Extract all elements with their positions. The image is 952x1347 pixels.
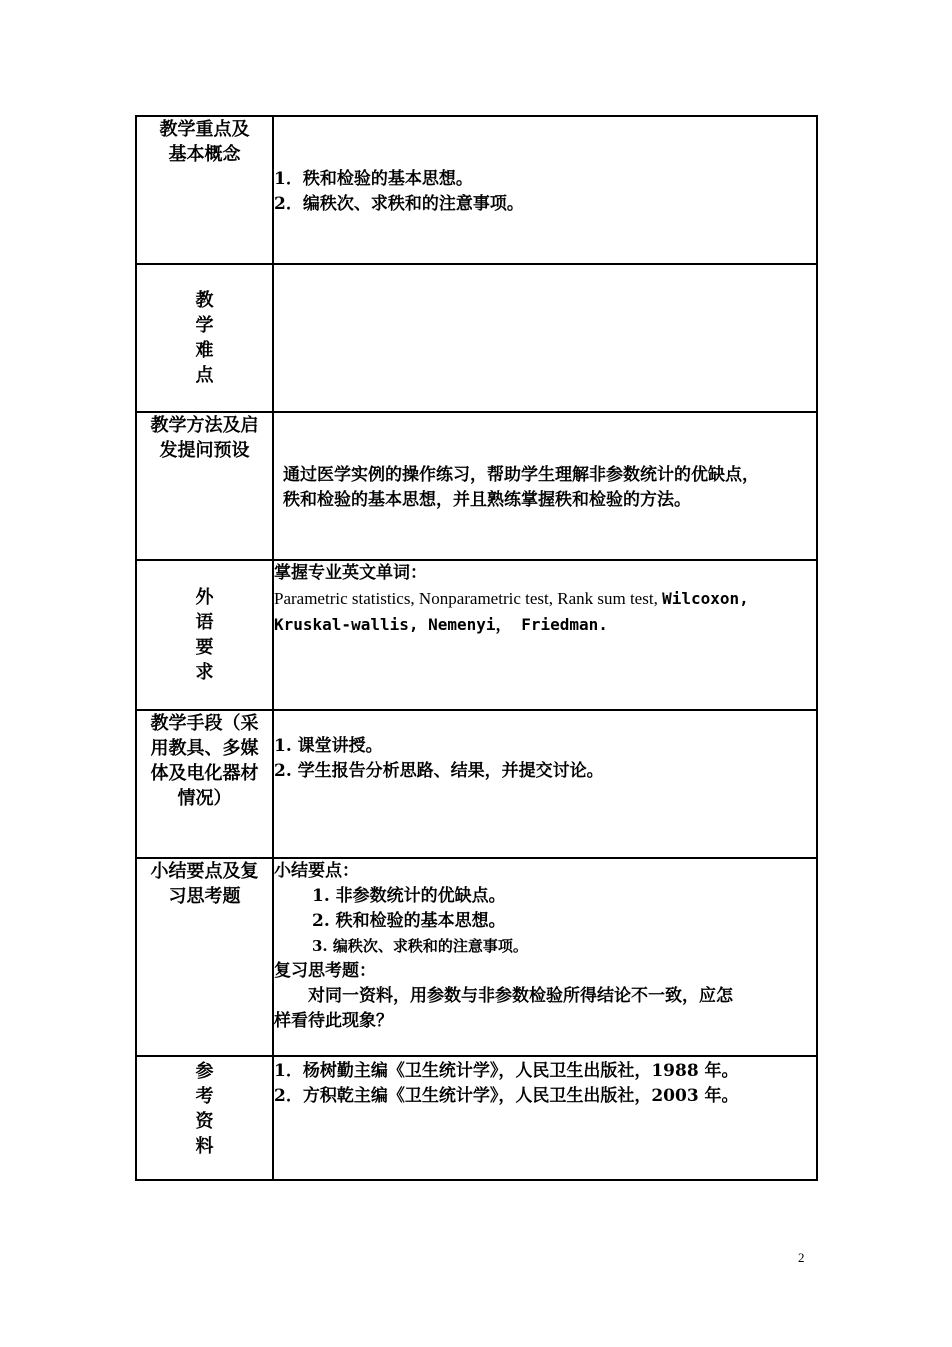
summary-item-1: 1. 非参数统计的优缺点。 — [312, 886, 506, 906]
language-terms-line-1 — [274, 586, 812, 612]
review-question-line-2: 样看待此现象？ — [274, 1011, 393, 1031]
reference-1: 1．杨树勤主编《卫生统计学》，人民卫生出版社，1988 年。 — [274, 1061, 739, 1081]
methods-line-1: 通过医学实例的操作练习，帮助学生理解非参数统计的优缺点， — [283, 465, 759, 485]
content-methods — [273, 412, 817, 560]
label-methods: 教学方法及启 发提问预设 — [136, 412, 273, 560]
content-references — [273, 1056, 817, 1180]
row-language — [136, 560, 817, 710]
means-item-2: 2. 学生报告分析思路、结果，并提交讨论。 — [274, 761, 604, 781]
terms-mono-1: Wilcoxon, — [662, 589, 749, 608]
row-references — [136, 1056, 817, 1180]
key-point-1: 1．秩和检验的基本思想。 — [274, 169, 473, 189]
language-heading: 掌握专业英文单词： — [274, 563, 427, 583]
label-means: 教学手段（采 用教具、多媒 体及电化器材 情况） — [136, 710, 273, 858]
label-key-points: 教学重点及 基本概念 — [136, 116, 273, 264]
content-means — [273, 710, 817, 858]
teaching-plan-table — [135, 115, 818, 1181]
review-question-line-1: 对同一资料，用参数与非参数检验所得结论不一致，应怎 — [308, 986, 733, 1006]
label-language: 外 语 要 求 — [136, 560, 273, 710]
summary-item-2: 2. 秩和检验的基本思想。 — [312, 911, 506, 931]
content-summary — [273, 858, 817, 1056]
key-point-2: 2．编秩次、求秩和的注意事项。 — [274, 194, 524, 214]
content-key-points — [273, 116, 817, 264]
summary-item-3: 3. 编秩次、求秩和的注意事项。 — [312, 937, 528, 955]
content-language — [273, 560, 817, 710]
label-difficulties: 教 学 难 点 — [136, 264, 273, 412]
summary-heading: 小结要点： — [274, 861, 359, 881]
means-item-1: 1. 课堂讲授。 — [274, 736, 383, 756]
row-key-points — [136, 116, 817, 264]
row-summary — [136, 858, 817, 1056]
methods-line-2: 秩和检验的基本思想，并且熟练掌握秩和检验的方法。 — [283, 490, 691, 510]
row-difficulties — [136, 264, 817, 412]
language-terms-line-2: Kruskal-wallis, Nemenyi， Friedman. — [274, 615, 608, 634]
content-difficulties — [273, 264, 817, 412]
page-number: 2 — [798, 1250, 805, 1265]
review-heading: 复习思考题： — [274, 961, 376, 981]
row-means — [136, 710, 817, 858]
label-references: 参 考 资 料 — [136, 1056, 273, 1180]
reference-2: 2．方积乾主编《卫生统计学》，人民卫生出版社，2003 年。 — [274, 1086, 739, 1106]
terms-normal: Parametric statistics, Nonparametric test, Rank sum test, — [274, 589, 663, 608]
row-methods — [136, 412, 817, 560]
label-summary: 小结要点及复 习思考题 — [136, 858, 273, 1056]
